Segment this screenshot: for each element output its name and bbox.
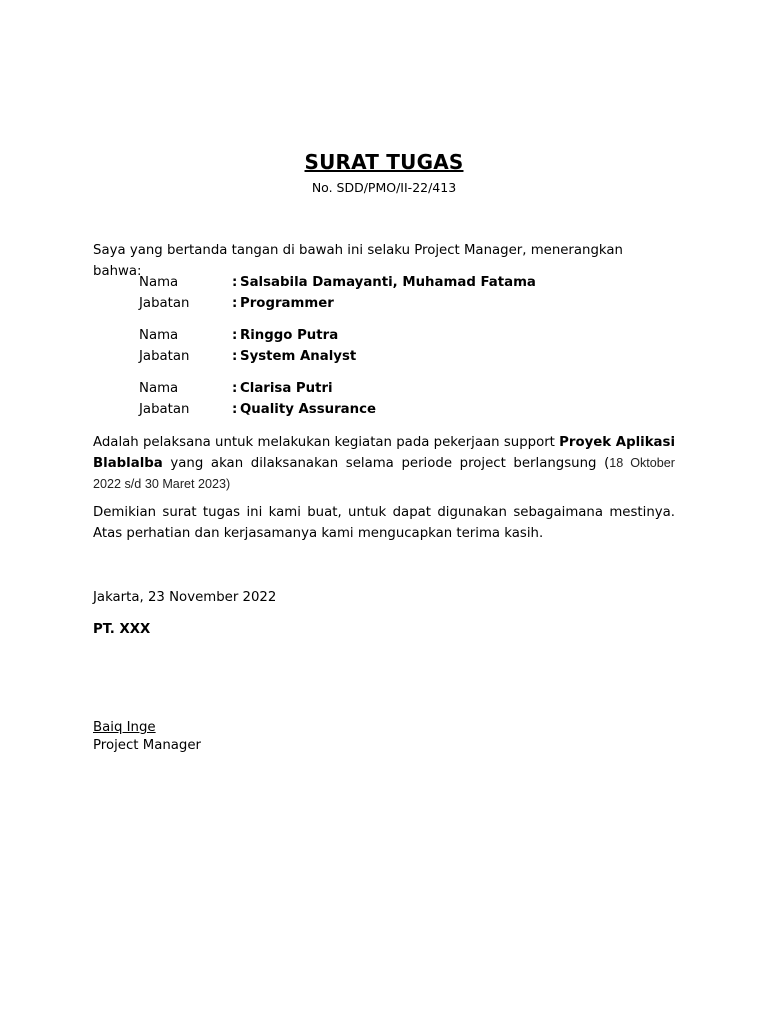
project-name: Proyek Aplikasi Blablalba	[93, 435, 675, 471]
assignment-paragraph	[93, 432, 675, 495]
signer-name: Baiq Inge	[93, 720, 156, 735]
person-position: Programmer	[240, 296, 334, 311]
nama-label: Nama	[139, 275, 179, 290]
person-entry-2	[139, 325, 356, 367]
person-position: System Analyst	[240, 349, 357, 364]
closing-paragraph: Demikian surat tugas ini kami buat, untuk dapat digunakan sebagaimana mestinya. Atas perhatian dan kerjasamanya kami mengucapkan terima kasih.	[93, 505, 675, 541]
nama-label: Nama	[139, 328, 179, 343]
letter-title: SURAT TUGAS	[304, 150, 464, 174]
separator: :	[232, 402, 238, 417]
place-date: Jakarta, 23 November 2022	[93, 590, 277, 605]
nama-label: Nama	[139, 381, 179, 396]
separator: :	[232, 328, 238, 343]
jabatan-label: Jabatan	[139, 296, 190, 311]
person-name: Ringgo Putra	[240, 328, 339, 343]
assignment-text-1: Adalah pelaksana untuk melakukan kegiatan pada pekerjaan support	[93, 435, 560, 450]
separator: :	[232, 275, 238, 290]
signer-title: Project Manager	[93, 738, 202, 753]
person-position: Quality Assurance	[240, 402, 376, 417]
separator: :	[232, 296, 238, 311]
person-entry-3	[139, 378, 376, 420]
jabatan-label: Jabatan	[139, 349, 190, 364]
separator: :	[232, 349, 238, 364]
jabatan-label: Jabatan	[139, 402, 190, 417]
assignment-text-2: yang akan dilaksanakan selama periode project berlangsung (	[162, 456, 610, 471]
person-entry-1	[139, 272, 536, 314]
period-close: )	[226, 477, 231, 491]
intro-paragraph: Saya yang bertanda tangan di bawah ini selaku Project Manager, menerangkan bahwa:	[93, 243, 623, 279]
company-name: PT. XXX	[93, 622, 151, 637]
separator: :	[232, 381, 238, 396]
letter-number: No. SDD/PMO/II-22/413	[311, 180, 457, 195]
person-name: Salsabila Damayanti, Muhamad Fatama	[240, 275, 536, 290]
person-name: Clarisa Putri	[240, 381, 333, 396]
project-period: 18 Oktober 2022 s/d 30 Maret 2023	[93, 456, 675, 491]
